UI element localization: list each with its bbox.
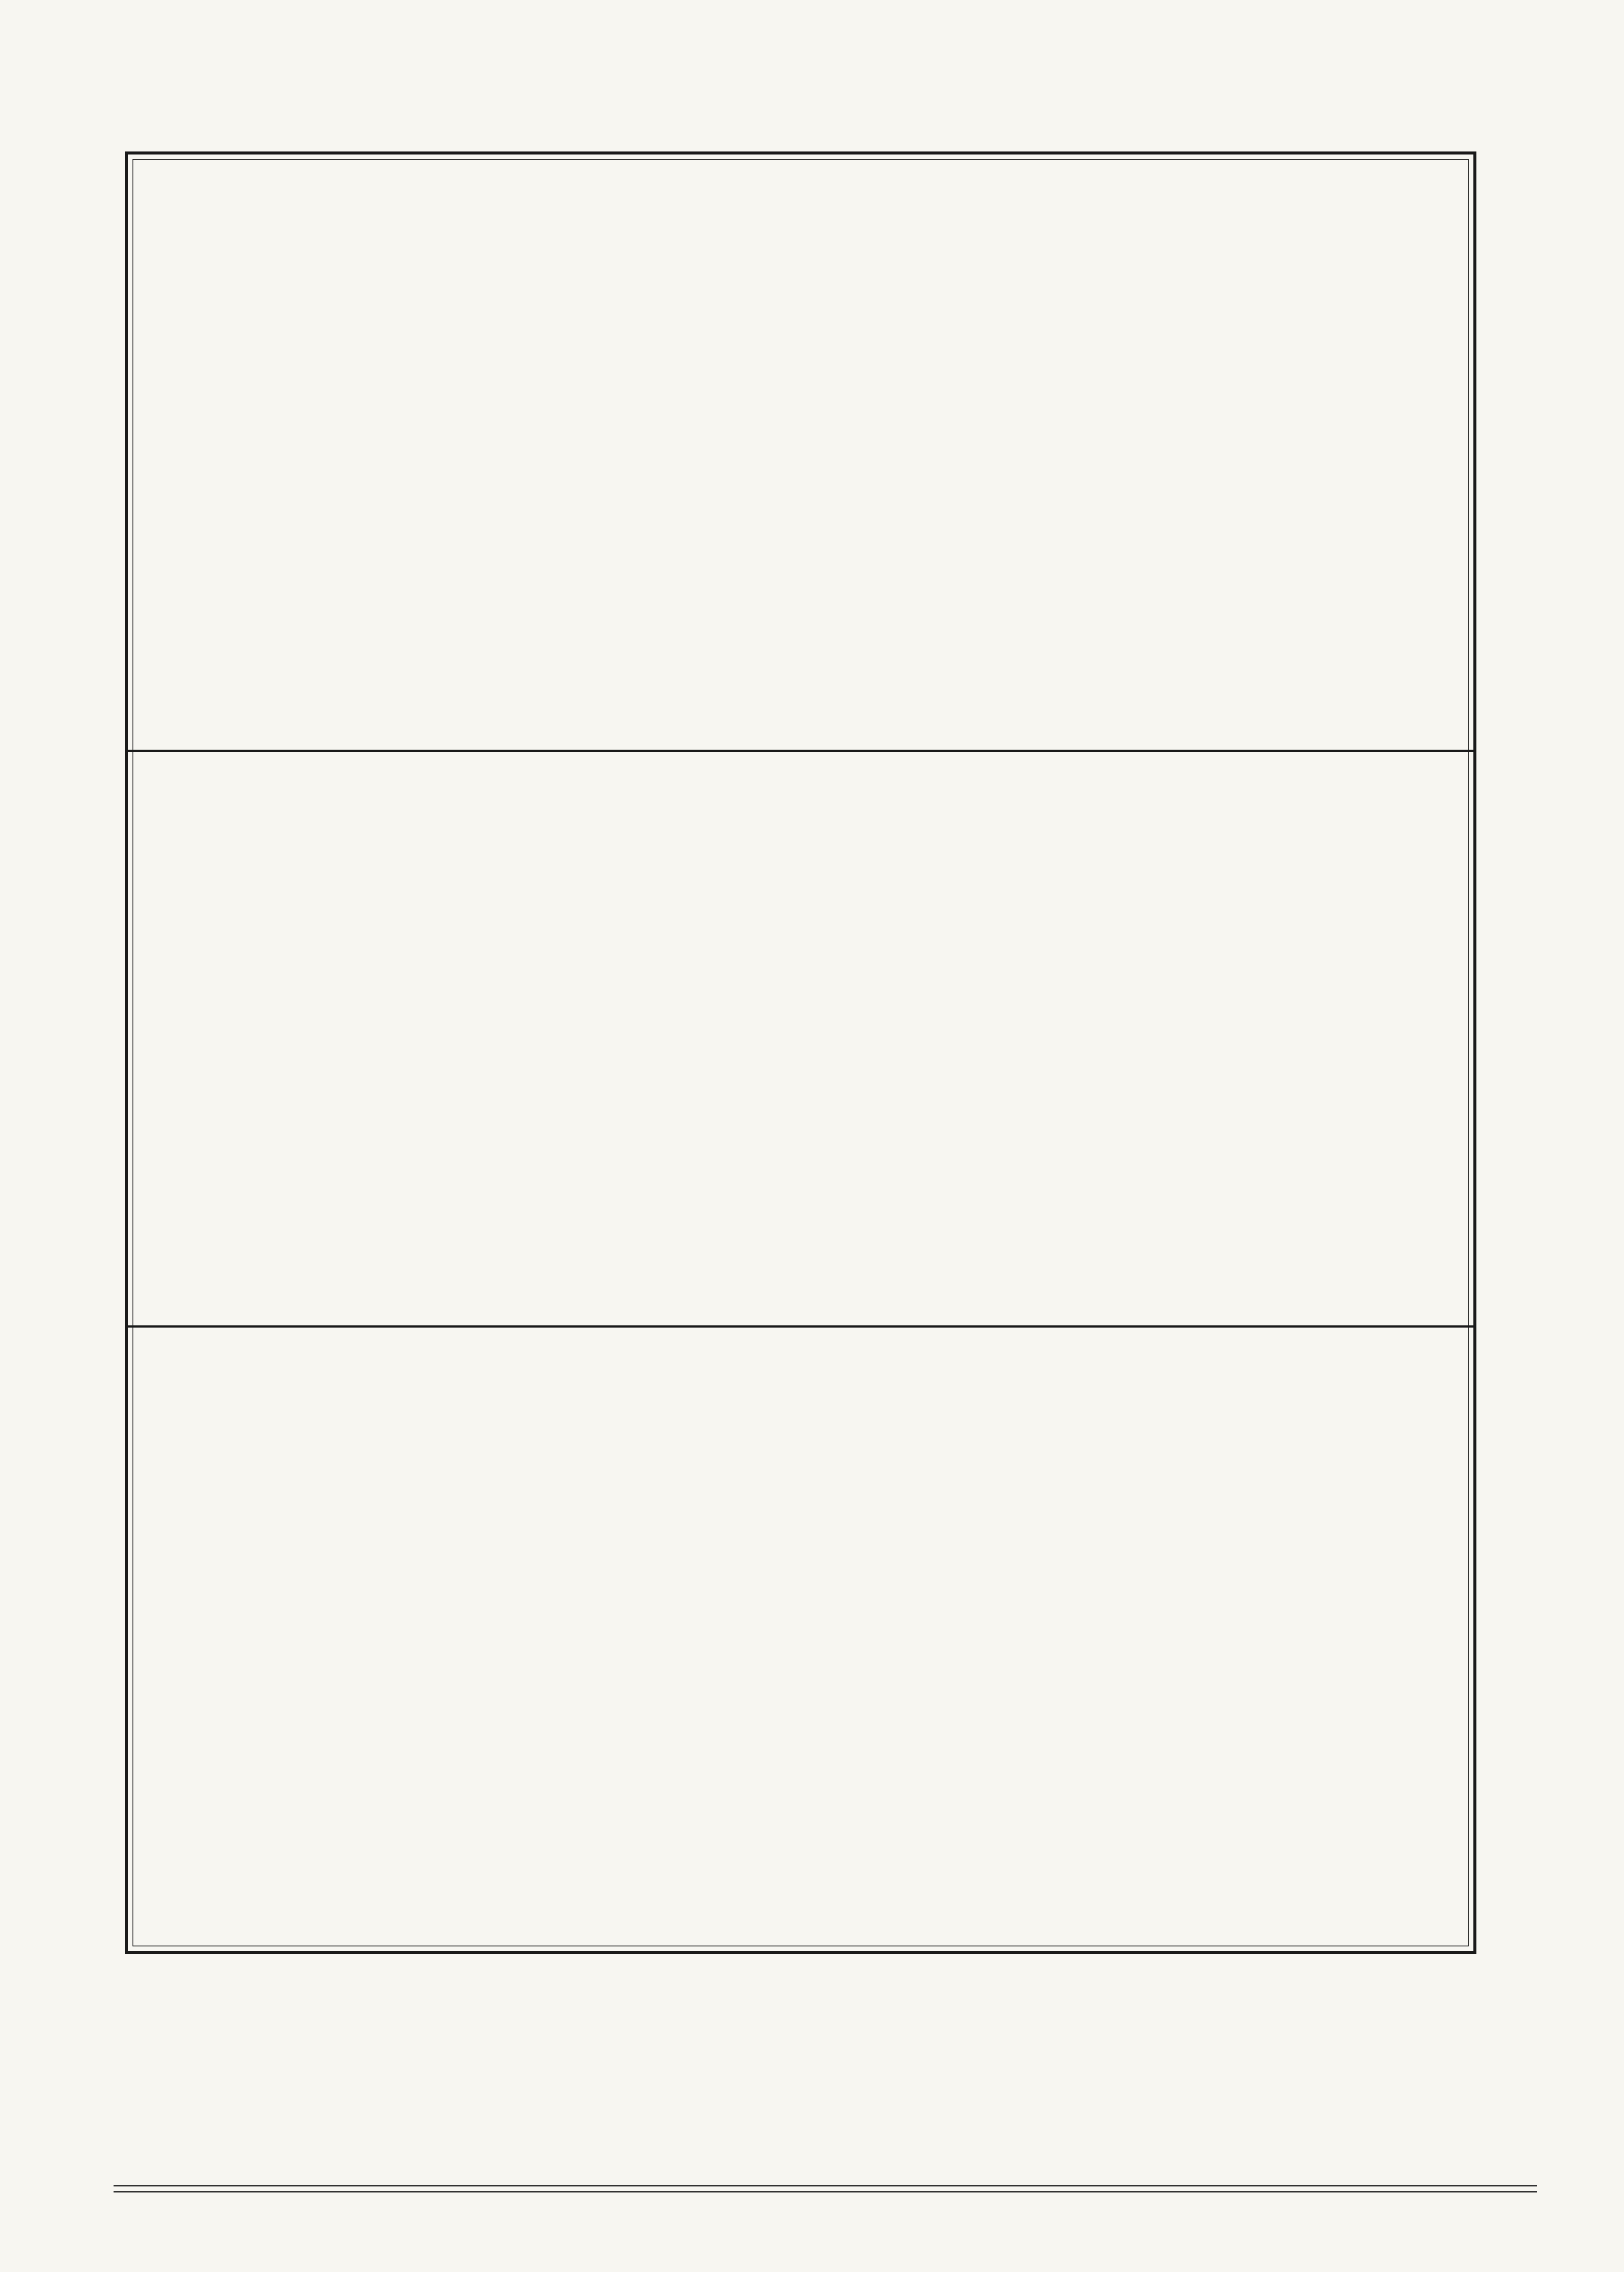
middle-register bbox=[136, 761, 1465, 1318]
register-divider-1 bbox=[125, 750, 1476, 752]
top-register bbox=[136, 170, 1465, 742]
bottom-rule-2 bbox=[114, 2191, 1537, 2192]
bottom-rule-1 bbox=[114, 2185, 1537, 2186]
bottom-register bbox=[136, 1337, 1465, 1946]
register-divider-2 bbox=[125, 1325, 1476, 1328]
